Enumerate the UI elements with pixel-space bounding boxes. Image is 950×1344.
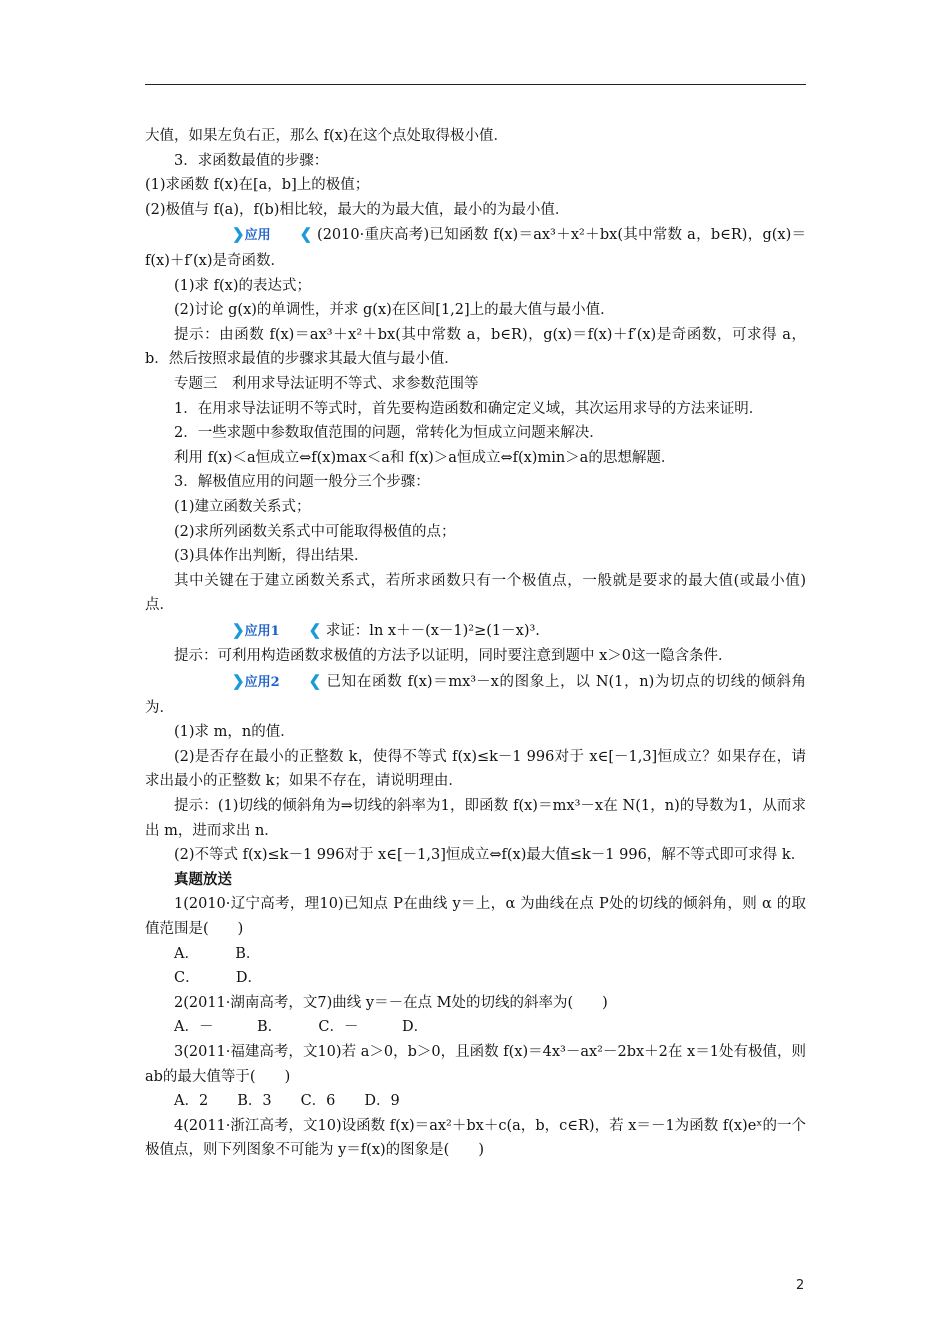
paragraph [145, 1015, 806, 1040]
paragraph-text: (2)求所列函数关系式中可能取得极值的点； [174, 523, 456, 540]
header-rule [145, 84, 806, 85]
paragraph-text: 大值，如果左负右正，那么 f(x)在这个点处取得极小值． [145, 128, 508, 144]
paragraph-text: (2010·重庆高考)已知函数 f(x)＝ax³＋x²＋bx(其中常数 a，b∈R)，g(x)＝f(x)＋f′(x)是奇函数． [145, 227, 806, 269]
paragraph-text: (1)求函数 f(x)在[a，b]上的极值； [145, 177, 370, 194]
paragraph-text: 提示：(1)切线的倾斜角为⇒切线的斜率为1，即函数 f(x)＝mx³－x在 N(1，n)的导数为1，从而求出 m，进而求出 n． [145, 798, 806, 839]
paragraph-text: 4(2011·浙江高考，文10)设函数 f(x)＝ax²＋bx＋c(a，b，c∈R)，若 x＝－1为函数 f(x)eˣ的一个极值点，则下列图象不可能为 y＝f(x)的图象是( ) [145, 1117, 806, 1159]
paragraph [145, 372, 806, 397]
paragraph [145, 397, 806, 422]
tag-label: 应用 [244, 228, 271, 244]
paragraph-text: A． B． [174, 945, 261, 962]
paragraph-text: 提示：由函数 f(x)＝ax³＋x²＋bx(其中常数 a，b∈R)，g(x)＝f(x)＋f′(x)是奇函数，可求得 a，b．然后按照求最值的步骤求其最大值与最小值． [145, 326, 806, 368]
paragraph-text: (2)极值与 f(a)，f(b)相比较，最大的为最大值，最小的为最小值． [145, 201, 570, 218]
paragraph [145, 669, 806, 720]
paragraph [145, 966, 806, 991]
paragraph [145, 544, 806, 569]
paragraph [145, 495, 806, 520]
paragraph [145, 520, 806, 545]
paragraph-text: (2)不等式 f(x)≤k－1 996对于 x∈[－1,3]恒成立⇔f(x)最大值≤k－1 996，解不等式即可求得 k． [174, 847, 806, 864]
paragraph [145, 124, 806, 149]
paragraph-text: 3(2011·福建高考，文10)若 a＞0，b＞0，且函数 f(x)＝4x³－ax²－2bx＋2在 x＝1处有极值，则 ab的最大值等于( ) [145, 1043, 806, 1085]
paragraph-text: C． D． [174, 970, 262, 987]
paragraph-text: 求证：ln x＋－(x－1)²≥(1－x)³. [325, 622, 540, 639]
paragraph [145, 1040, 806, 1089]
paragraph [145, 198, 806, 223]
paragraph-text: 专题三 利用求导法证明不等式、求参数范围等 [174, 375, 479, 392]
body-text [145, 124, 806, 1163]
paragraph [145, 470, 806, 495]
paragraph-text: 1(2010·辽宁高考，理10)已知点 P在曲线 y＝上，α 为曲线在点 P处的切线的倾斜角，则 α 的取值范围是( ) [145, 896, 806, 937]
paragraph [145, 794, 806, 843]
page-number: 2 [796, 1278, 805, 1293]
tag-right-chevron-icon: ❮ [308, 672, 322, 691]
paragraph [145, 843, 806, 868]
tag-right-chevron-icon: ❮ [308, 620, 322, 639]
tag-label: 应用1 [244, 623, 280, 639]
paragraph [145, 149, 806, 174]
paragraph-text: 1．在用求导法证明不等式时，首先要构造函数和确定定义域，其次运用求导的方法来证明． [174, 400, 764, 417]
paragraph-text: 其中关键在于建立函数关系式，若所求函数只有一个极值点，一般就是要求的最大值(或最小值)点． [145, 572, 806, 614]
paragraph [145, 274, 806, 299]
paragraph [145, 446, 806, 471]
paragraph-text: 3．解极值应用的问题一般分三个步骤： [174, 474, 430, 491]
paragraph [145, 173, 806, 198]
paragraph-text: 真题放送 [174, 870, 232, 888]
paragraph [145, 942, 806, 967]
paragraph-text: 3．求函数最值的步骤： [174, 152, 329, 169]
paragraph [145, 1089, 806, 1114]
paragraph [145, 991, 806, 1016]
paragraph-text: (2)是否存在最小的正整数 k，使得不等式 f(x)≤k－1 996对于 x∈[－1,3]恒成立？如果存在，请求出最小的正整数 k；如果不存在，请说明理由． [145, 748, 806, 790]
paragraph [145, 222, 806, 273]
tag-left-chevron-icon: ❯ [232, 672, 245, 691]
application-tag [174, 618, 321, 645]
paragraph-text: 已知在函数 f(x)＝mx³－x的图象上，以 N(1，n)为切点的切线的倾斜角为． [145, 674, 807, 716]
paragraph [145, 720, 806, 745]
paragraph-text: (3)具体作出判断，得出结果． [174, 548, 369, 565]
paragraph-text: 利用 f(x)＜a恒成立⇔f(x)max＜a和 f(x)＞a恒成立⇔f(x)min＞a的思想解题． [174, 449, 676, 466]
paragraph-text: 提示：可利用构造函数求极值的方法予以证明，同时要注意到题中 x＞0这一隐含条件． [174, 648, 733, 665]
paragraph-text: A．－ B． C．－ D． [174, 1019, 429, 1036]
application-tag [174, 669, 321, 696]
paragraph-text: (1)建立函数关系式； [174, 498, 311, 515]
paragraph [145, 618, 806, 645]
tag-label: 应用2 [244, 675, 280, 691]
paragraph [145, 323, 806, 372]
tag-left-chevron-icon: ❯ [232, 620, 245, 639]
tag-left-chevron-icon: ❯ [232, 225, 245, 244]
paragraph [145, 421, 806, 446]
paragraph [145, 569, 806, 618]
paragraph [145, 892, 806, 941]
paragraph [145, 644, 806, 669]
application-tag [174, 222, 312, 249]
paragraph-text: (2)讨论 g(x)的单调性，并求 g(x)在区间[1,2]上的最大值与最小值． [174, 302, 615, 319]
paragraph-text: (1)求 f(x)的表达式； [174, 277, 312, 294]
tag-right-chevron-icon: ❮ [299, 225, 313, 244]
paragraph-text: (1)求 m，n的值． [174, 724, 295, 741]
paragraph [145, 298, 806, 323]
paragraph-text: A．2 B．3 C．6 D．9 [174, 1093, 400, 1110]
paragraph [145, 745, 806, 794]
paragraph-text: 2．一些求题中参数取值范围的问题，常转化为恒成立问题来解决． [174, 425, 604, 442]
paragraph [145, 1114, 806, 1163]
paragraph-text: 2(2011·湖南高考，文7)曲线 y＝－在点 M处的切线的斜率为( ) [174, 994, 608, 1011]
paragraph [145, 868, 806, 893]
